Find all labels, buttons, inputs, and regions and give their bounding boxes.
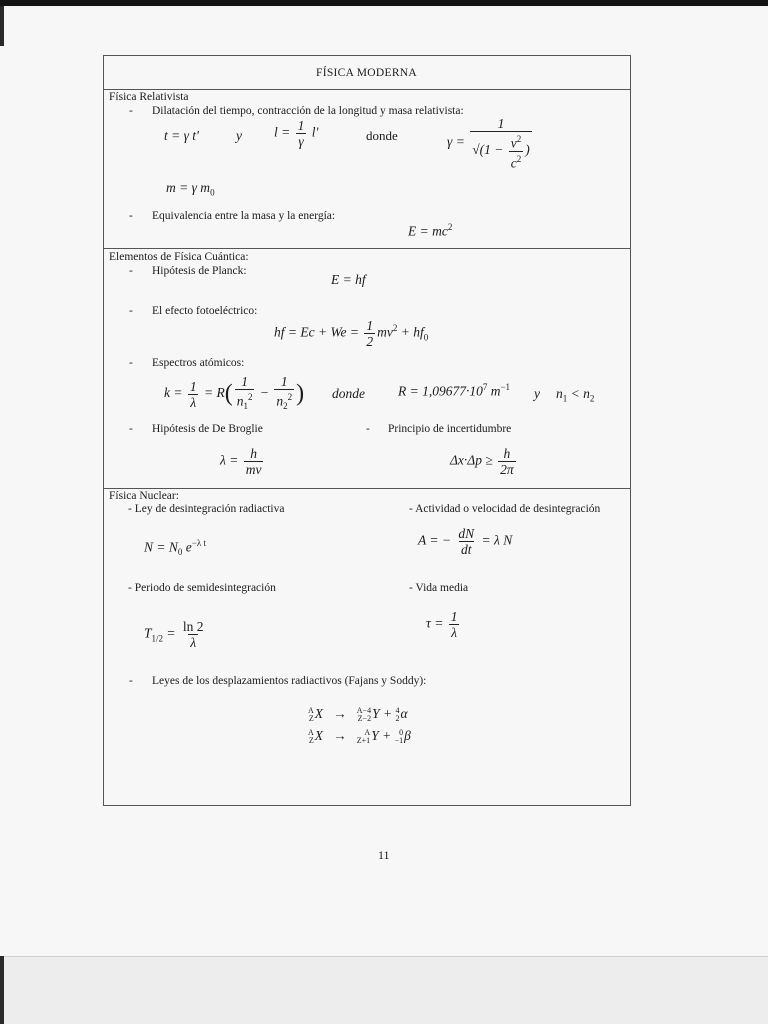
rydberg-value: R = 1,09677·10 <box>398 383 483 399</box>
section-heading-cuantica: Elementos de Física Cuántica: <box>109 251 249 263</box>
item-periodo: - Periodo de semidesintegración <box>128 582 276 594</box>
formula-planck: E = hf <box>331 272 366 287</box>
formula-alpha-decay: A Z X → A−4 Z−2 Y + 4 2 α <box>308 705 408 723</box>
formula-gamma: γ = 1 √(1 − $\frac{v^2}{c^2}$ ) <box>447 116 530 170</box>
bullet: - <box>366 423 370 435</box>
item-debroglie: Hipótesis de De Broglie <box>152 423 263 435</box>
formula-beta-decay: A Z X → A Z+1 Y + 0 −1 β <box>308 727 411 745</box>
formula-uncertainty: Δx·Δp ≥ $\frac{h}{2\pi}$ <box>450 446 514 477</box>
section-divider <box>104 248 630 249</box>
item-dilatacion: Dilatación del tiempo, contracción de la longitud y masa relativista: <box>152 105 464 117</box>
item-vida-media: - Vida media <box>409 582 469 594</box>
formula-table <box>103 55 631 806</box>
bullet: - <box>129 265 133 277</box>
formula-length-contraction: l = $\frac{1}{\gamma}$ l' <box>274 118 319 149</box>
item-fajans-soddy: Leyes de los desplazamientos radiactivos (Fajans y Soddy): <box>152 675 427 687</box>
formula-mean-life: τ = $\frac{1}{\lambda}$ <box>426 609 458 640</box>
bullet: - <box>129 305 133 317</box>
item-equivalencia: Equivalencia entre la masa y la energía: <box>152 210 336 222</box>
page-number: 11 <box>378 848 390 862</box>
formula-photoelectric: hf = Ec + We = $\frac{1}{2}$ $mv^2 + hf_0$ <box>274 318 429 349</box>
formula-relativistic-mass: m = γ $m_0$ <box>166 180 215 198</box>
item-actividad: - Actividad o velocidad de desintegración <box>409 503 601 515</box>
bullet: - <box>129 105 133 117</box>
formula-decay-law: $N = N_0$ $e^{-\lambda t}$ <box>144 538 206 558</box>
word-y: y <box>534 386 540 401</box>
bullet: - <box>129 423 133 435</box>
bullet: - <box>129 357 133 369</box>
section-divider <box>104 488 630 489</box>
title-divider <box>104 89 630 90</box>
formula-time-dilation: t = γ t' <box>164 128 199 143</box>
formula-mass-energy: $E = mc^2$ <box>408 222 453 239</box>
rydberg-constant: $R = 1,09677\cdot 10^7$ $m^{-1}$ <box>398 382 511 399</box>
item-planck: Hipótesis de Planck: <box>152 265 247 277</box>
section-heading-relativista: Física Relativista <box>109 91 189 103</box>
section-heading-nuclear: Física Nuclear: <box>109 490 179 502</box>
word-y: y <box>236 128 242 143</box>
bullet: - <box>129 210 133 222</box>
item-fotoelectrico: El efecto fotoeléctrico: <box>152 305 258 317</box>
formula-debroglie: λ = $\frac{h}{mv}$ <box>220 446 262 477</box>
formula-rydberg: k = $\frac{1}{\lambda}$ = R( $\frac{1}{n_1^2}$ − $\frac{1}{n_2^2}$ ) <box>164 374 304 414</box>
item-ley-desintegracion: - Ley de desintegración radiactiva <box>128 503 285 515</box>
page-title: FÍSICA MODERNA <box>316 67 418 79</box>
scan-left-edge-lower <box>0 956 4 1024</box>
bullet: - <box>129 675 133 687</box>
item-incertidumbre: Principio de incertidumbre <box>388 423 512 435</box>
formula-n-condition: $n_1 < n_2$ <box>556 386 595 404</box>
word-donde: donde <box>366 128 398 143</box>
word-donde: donde <box>332 386 365 401</box>
formula-half-life: $T_{1/2}$ = $\frac{\ln 2}{\lambda}$ <box>144 619 204 650</box>
scan-left-edge <box>0 6 4 46</box>
formula-activity: A = − $\frac{dN}{dt}$ = λ N <box>418 526 513 557</box>
item-espectros: Espectros atómicos: <box>152 357 245 369</box>
